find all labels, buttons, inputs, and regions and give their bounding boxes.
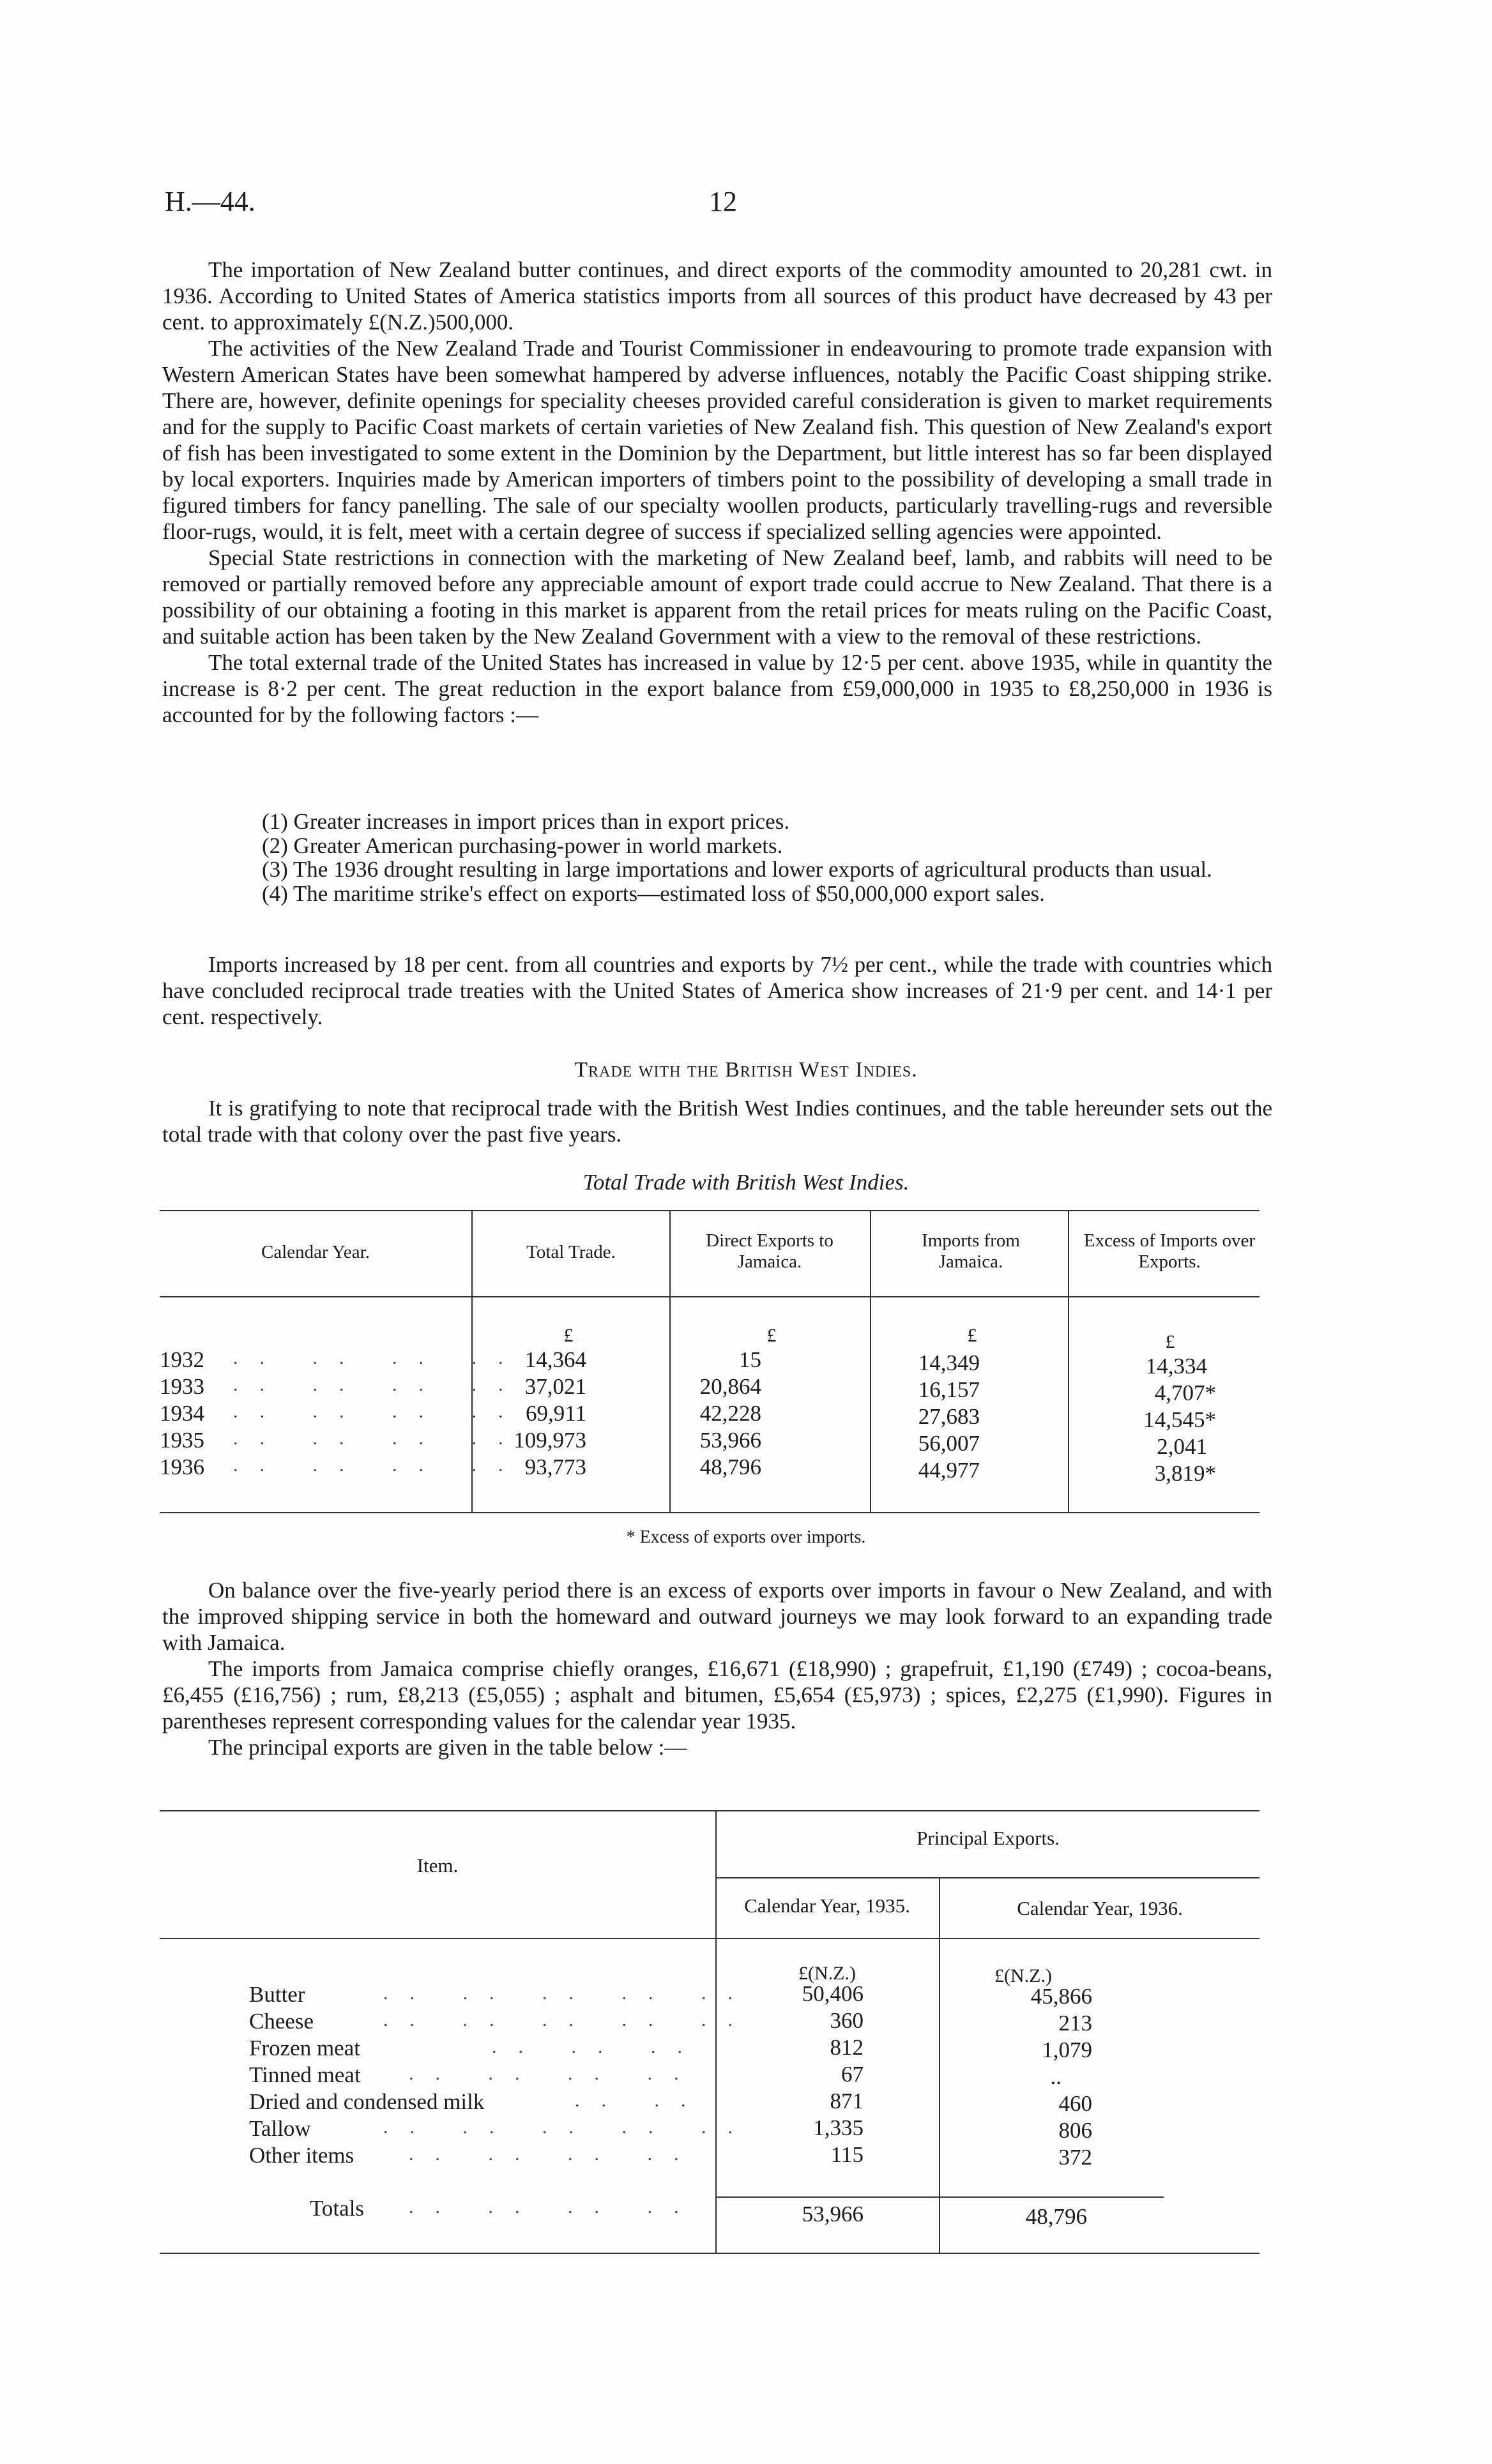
body-text-bottom	[162, 1577, 1272, 1760]
item-cell: Tinned meat	[249, 2062, 361, 2087]
excess-cell: 3,819*	[1154, 1461, 1216, 1486]
column-header: Imports from Jamaica.	[922, 1230, 1020, 1272]
value-1936-cell: 213	[1058, 2011, 1092, 2036]
totals-1935-cell: 53,966	[802, 2202, 864, 2226]
imports-cell: 44,977	[918, 1458, 980, 1483]
imports-cell: 56,007	[918, 1431, 980, 1456]
imports-cell: 16,157	[918, 1377, 980, 1402]
body-text-imports	[162, 951, 1272, 1030]
leader-dots: .. .. .. .. ..	[383, 2117, 754, 2138]
value-1936-cell: 460	[1058, 2091, 1092, 2116]
item-cell: Dried and condensed milk	[249, 2089, 485, 2114]
value-1936-cell: 806	[1058, 2118, 1092, 2143]
page-number: 12	[709, 186, 737, 217]
table-column-divider	[669, 1210, 671, 1512]
currency-unit: £(N.Z.)	[994, 1965, 1052, 1986]
table-rule	[160, 1210, 1260, 1211]
table-rule	[160, 1938, 1260, 1939]
paragraph: The imports from Jamaica comprise chiefly oranges, £16,671 (£18,990) ; grapefruit, £1,190 (£749) ; cocoa-beans, £6,455 (£16,756) ; rum, £8,213 (£5,055) ; asphalt and bitumen, £5,654 (£5,973) ; spices, £2,275 (£1,990). Figures in parentheses represent corresponding values for the calendar year 1935.	[162, 1656, 1272, 1734]
table-rule	[160, 2253, 1260, 2254]
paragraph: Imports increased by 18 per cent. from all countries and exports by 7½ per cent., while the trade with countries which have concluded reciprocal trade treaties with the United States of America show increases of 21·9 per cent. and 14·1 per cent. respectively.	[162, 952, 1272, 1029]
exports-cell: 48,796	[699, 1455, 761, 1479]
table-column-divider	[1068, 1210, 1069, 1512]
value-1935-cell: 115	[830, 2142, 864, 2167]
body-text-top	[162, 257, 1272, 728]
column-header: Calendar Year, 1935.	[744, 1894, 910, 1917]
leader-dots: .. .. .. ..	[233, 1374, 525, 1395]
currency-unit: £	[766, 1325, 777, 1346]
year-cell: 1936	[160, 1455, 204, 1479]
table-footnote: * Excess of exports over imports.	[626, 1527, 866, 1547]
paragraph: On balance over the five-yearly period there is an excess of exports over imports in favour o New Zealand, and with the improved shipping service in both the homeward and outward journeys we may look forward to an expanding trade with Jamaica.	[162, 1578, 1272, 1655]
paragraph: The principal exports are given in the table below :—	[208, 1735, 687, 1760]
body-text-intro	[162, 1095, 1272, 1147]
value-1936-cell: ..	[1050, 2064, 1062, 2089]
leader-dots: .. .. .. ..	[233, 1347, 525, 1368]
excess-cell: 14,545*	[1143, 1407, 1216, 1432]
document-code: H.—44.	[165, 186, 255, 217]
leader-dots: .. .. .. .. ..	[383, 1983, 754, 2004]
exports-cell: 15	[739, 1347, 761, 1372]
value-1935-cell: 360	[830, 2008, 864, 2033]
currency-unit: £(N.Z.)	[798, 1963, 856, 1984]
leader-dots: .. ..	[575, 2090, 708, 2111]
section-heading: Trade with the British West Indies.	[574, 1058, 918, 1082]
imports-cell: 27,683	[918, 1404, 980, 1429]
value-1935-cell: 67	[841, 2062, 864, 2087]
value-1935-cell: 50,406	[802, 1981, 864, 2006]
exports-cell: 53,966	[699, 1428, 761, 1453]
list-item: (2) Greater American purchasing-power in world markets.	[262, 833, 783, 858]
totals-label: Totals	[310, 2196, 365, 2221]
leader-dots: .. .. ..	[492, 2036, 704, 2057]
total-cell: 109,973	[514, 1428, 586, 1453]
year-cell: 1933	[160, 1374, 204, 1399]
total-cell: 93,773	[524, 1455, 586, 1479]
total-cell: 69,911	[526, 1401, 586, 1426]
leader-dots: .. .. .. ..	[233, 1428, 525, 1449]
value-1935-cell: 1,335	[813, 2115, 864, 2140]
table-rule	[160, 1296, 1260, 1297]
excess-cell: 2,041	[1157, 1434, 1207, 1459]
value-1935-cell: 871	[830, 2089, 864, 2113]
list-item: (4) The maritime strike's effect on exports—estimated loss of $50,000,000 export sales.	[262, 881, 1045, 906]
leader-dots: .. .. .. ..	[233, 1401, 525, 1422]
value-1936-cell: 1,079	[1042, 2037, 1092, 2062]
item-cell: Cheese	[249, 2009, 314, 2034]
leader-dots: .. .. .. ..	[409, 2196, 701, 2218]
table-rule	[160, 1810, 1260, 1811]
item-cell: Tallow	[249, 2116, 311, 2141]
table-caption: Total Trade with British West Indies.	[582, 1170, 910, 1195]
column-header: Item.	[416, 1854, 459, 1877]
column-header: Direct Exports to Jamaica.	[706, 1230, 834, 1272]
exports-cell: 42,228	[699, 1401, 761, 1426]
total-cell: 14,364	[524, 1347, 586, 1372]
currency-unit: £	[1165, 1331, 1175, 1352]
paragraph: The total external trade of the United States has increased in value by 12·5 per cent. above 1935, while in quantity the increase is 8·2 per cent. The great reduction in the export balance from £59,000,000 in 1935 to £8,250,000 in 1936 is accounted for by the following factors :—	[162, 650, 1272, 727]
currency-unit: £	[967, 1325, 977, 1346]
column-header: Calendar Year, 1936.	[1017, 1897, 1183, 1919]
leader-dots: .. .. .. ..	[233, 1455, 525, 1476]
paragraph: Special State restrictions in connection with the marketing of New Zealand beef, lamb, and rabbits will need to be removed or partially removed before any appreciable amount of export trade could accrue to New Zealand. That there is a possibility of our obtaining a footing in this market is apparent from the retail prices for meats ruling on the Pacific Coast, and suitable action has been taken by the New Zealand Government with a view to the removal of these restrictions.	[162, 545, 1272, 649]
item-cell: Butter	[249, 1982, 305, 2007]
table-rule	[160, 1512, 1260, 1513]
exports-cell: 20,864	[699, 1374, 761, 1399]
imports-cell: 14,349	[918, 1350, 980, 1375]
paragraph: The importation of New Zealand butter continues, and direct exports of the commodity amounted to 20,281 cwt. in 1936. According to United States of America statistics imports from all sources of this product have decreased by 43 per cent. to approximately £(N.Z.)500,000.	[162, 257, 1272, 335]
column-header: Total Trade.	[526, 1242, 616, 1262]
list-item: (3) The 1936 drought resulting in large importations and lower exports of agricultural products than usual.	[262, 857, 1212, 882]
column-header: Calendar Year.	[261, 1242, 370, 1262]
year-cell: 1932	[160, 1347, 204, 1372]
excess-cell: 14,334	[1145, 1354, 1207, 1379]
table-rule	[717, 2196, 1164, 2198]
column-header: Excess of Imports over Exports.	[1083, 1230, 1256, 1272]
year-cell: 1935	[160, 1428, 204, 1453]
currency-unit: £	[563, 1325, 574, 1346]
value-1936-cell: 372	[1058, 2145, 1092, 2170]
leader-dots: .. .. .. ..	[409, 2143, 701, 2165]
leader-dots: .. .. .. .. ..	[383, 2009, 754, 2030]
item-cell: Frozen meat	[249, 2036, 360, 2060]
table-column-divider	[870, 1210, 871, 1512]
item-cell: Other items	[249, 2143, 354, 2168]
paragraph: It is gratifying to note that reciprocal trade with the British West Indies continues, and the table hereunder sets out the total trade with that colony over the past five years.	[162, 1096, 1272, 1147]
leader-dots: .. .. .. ..	[409, 2063, 701, 2084]
year-cell: 1934	[160, 1401, 204, 1426]
column-group-header: Principal Exports.	[917, 1827, 1060, 1849]
total-cell: 37,021	[524, 1374, 586, 1399]
value-1936-cell: 45,866	[1030, 1984, 1092, 2009]
list-item: (1) Greater increases in import prices than in export prices.	[262, 809, 790, 834]
factors-list	[162, 810, 1272, 905]
value-1935-cell: 812	[830, 2035, 864, 2060]
totals-1936-cell: 48,796	[1025, 2204, 1087, 2229]
excess-cell: 4,707*	[1154, 1380, 1216, 1405]
table-rule	[717, 1877, 1260, 1878]
paragraph: The activities of the New Zealand Trade and Tourist Commissioner in endeavouring to promote trade expansion with Western American States have been somewhat hampered by adverse influences, notably the Pacific Coast shipping strike. There are, however, definite openings for speciality cheeses provided careful consideration is given to market requirements and for the supply to Pacific Coast markets of certain varieties of New Zealand fish. This question of New Zealand's export of fish has been investigated to some extent in the Dominion by the Department, but little interest has so far been displayed by local exporters. Inquiries made by American importers of timbers point to the possibility of developing a small trade in figured timbers for fancy panelling. The sale of our specialty woollen products, particularly travelling-rugs and reversible floor-rugs, would, it is felt, meet with a certain degree of success if specialized selling agencies were appointed.	[162, 336, 1272, 544]
